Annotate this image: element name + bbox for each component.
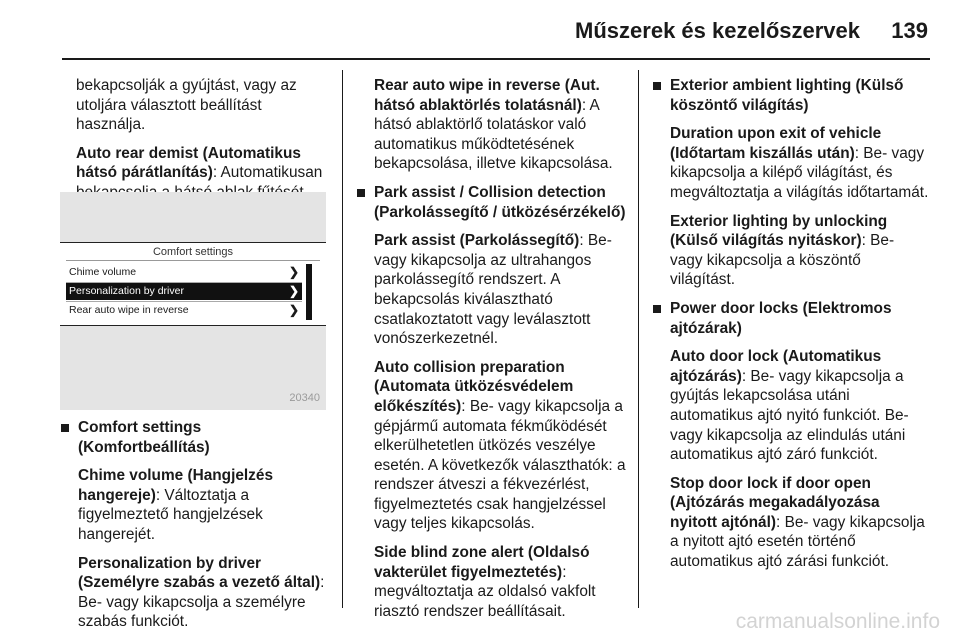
page-header-title: Műszerek és kezelőszervek	[575, 18, 860, 43]
column-2	[356, 76, 626, 630]
menu-item-label: Chime volume	[69, 266, 137, 278]
column-1-lower	[60, 418, 334, 641]
paragraph	[78, 554, 334, 632]
definition: : megváltoztatja az oldalsó vakfolt riasztó rendszer beállításait.	[374, 563, 596, 620]
definition: : Automatikusan	[212, 164, 323, 182]
menu-item-selected	[66, 283, 302, 300]
paragraph	[374, 76, 626, 174]
definition: : Változtatja a figyelmeztető hangjelzések hangerejét.	[78, 486, 263, 543]
chevron-right-icon: ❯	[288, 303, 299, 317]
bullet-square-icon	[653, 305, 661, 313]
menu-item-label: Personalization by driver	[69, 285, 184, 297]
definition: : Be- vagy kikapcsolja a személyre szabás funkciót.	[78, 574, 325, 631]
menu-item-label: Rear auto wipe in reverse	[69, 304, 189, 316]
definition: : Be- vagy kikapcsolja a nyitott ajtó esetén történő automatikus ajtó zárási funkciót.	[670, 513, 925, 571]
comfort-settings-figure	[60, 192, 326, 410]
term: Chime volume (Hangjelzés hangereje)	[78, 467, 273, 504]
paragraph	[374, 358, 626, 534]
bullet-item	[652, 299, 930, 338]
display-screen	[60, 242, 326, 326]
bullet-square-icon	[61, 424, 69, 432]
term: Auto door lock (Automatikus ajtózárás)	[670, 348, 882, 385]
figure-id: 20340	[289, 392, 320, 404]
column-divider	[342, 70, 343, 608]
menu-item	[66, 302, 302, 319]
term: Park assist (Parkolássegítő)	[374, 232, 580, 250]
definition: : Be- vagy kikapcsolja a kilépő világítást, és megváltoztatja a világítás időtartamát.	[670, 144, 929, 201]
paragraph	[78, 466, 334, 544]
column-3	[652, 76, 930, 581]
term: Duration upon exit of vehicle (Időtartam kiszállás után)	[670, 125, 882, 162]
bullet-heading: Power door locks (Elektromos ajtózárak)	[670, 299, 892, 337]
paragraph	[670, 124, 930, 202]
menu-item	[66, 264, 302, 281]
paragraph	[374, 231, 626, 349]
chevron-right-icon: ❯	[288, 284, 299, 298]
bullet-square-icon	[357, 189, 365, 197]
term: Rear auto wipe in reverse (Aut. hátsó ablaktörlés tolatásnál)	[374, 77, 600, 114]
paragraph	[670, 474, 930, 572]
watermark: carmanualsonline.info	[735, 610, 940, 633]
bullet-item	[60, 418, 334, 457]
header-rule	[62, 58, 930, 60]
bullet-heading: Comfort settings (Komfortbeállítás)	[78, 419, 210, 456]
definition: : A hátsó ablaktörlő tolatáskor való automatikus működtetésének bekapcsolása, illetve kikapcsolása.	[374, 96, 613, 173]
term: Exterior lighting by unlocking (Külső világítás nyitáskor)	[670, 212, 888, 250]
definition: : Be- vagy kikapcsolja a gyújtás lekapcsolása utáni automatikus ajtó nyitó funkciót. Be- vagy kikapcsolja az elindulás utáni automatikus ajtó záró funkciót.	[670, 367, 909, 464]
bullet-heading: Exterior ambient lighting (Külső köszöntő világítás)	[670, 77, 904, 114]
definition: : Be- vagy kikapcsolja a gépjármű automata fékműködését elkerülhetetlen ütközés veszélye esetén. A következők választhatók: a rendszer átveszi a fékvezérlést, figyelmeztetés csak hangjelzéssel vagy teljes kikapcsolás.	[374, 397, 626, 533]
screen-title: Comfort settings	[152, 246, 234, 258]
term: Auto collision preparation (Automata ütközésvédelem előkészítés)	[374, 358, 574, 415]
definition: : Be- vagy kikapcsolja az ultrahangos parkolássegítő rendszert. A bekapcsolás kiválasztható csatlakoztatott vagy leválasztott vonószerkezetnél.	[374, 232, 612, 348]
paragraph	[374, 543, 626, 621]
chevron-right-icon: ❯	[288, 265, 299, 279]
bullet-square-icon	[653, 82, 661, 90]
divider	[66, 260, 320, 261]
paragraph	[670, 212, 930, 290]
paragraph	[670, 347, 930, 465]
term: Side blind zone alert (Oldalsó vakterület figyelmeztetés)	[374, 544, 590, 581]
bullet-item	[652, 76, 930, 115]
term: Stop door lock if door open (Ajtózárás megakadályozása nyitott ajtónál)	[670, 474, 880, 531]
scrollbar	[306, 264, 312, 320]
definition: : Be- vagy kikapcsolja a köszöntő világítást.	[670, 232, 895, 289]
bullet-heading: Park assist / Collision detection (Parkolássegítő / ütközésérzékelő)	[374, 183, 626, 221]
page-number: 139	[891, 18, 928, 43]
term: Personalization by driver (Személyre szabás a vezető által)	[78, 554, 321, 592]
column-divider	[638, 70, 639, 608]
paragraph: bekapcsolják a gyújtást, vagy az utoljára választott beállítást használja.	[76, 77, 297, 134]
bullet-item	[356, 183, 626, 222]
term: Auto rear demist (Automatikus hátsó párátlanítás)	[76, 144, 301, 182]
